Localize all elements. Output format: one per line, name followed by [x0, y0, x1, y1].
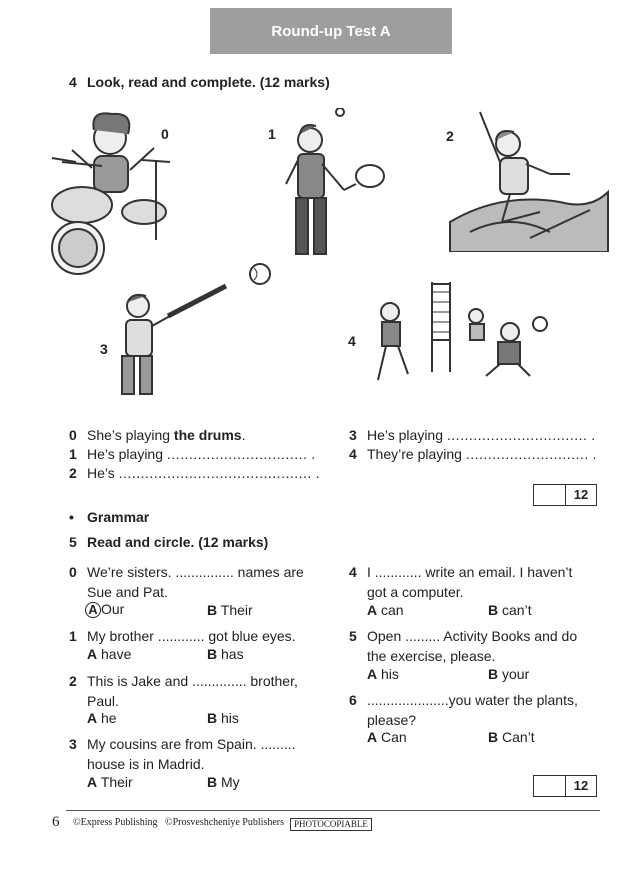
question-4: 4 I ............ write an email. I haven’t got a computer.	[349, 564, 573, 600]
page-number: 6	[52, 814, 60, 830]
question-1: 1 My brother ............ got blue eyes.	[69, 628, 296, 644]
score-max: 12	[573, 487, 589, 502]
picture-label-4: 4	[348, 333, 356, 349]
question-6-option-b[interactable]: B Can’t	[488, 729, 535, 745]
grammar-heading: • Grammar	[69, 509, 150, 525]
question-6-option-a[interactable]: A Can	[367, 729, 407, 745]
question-6: 6 .....................you water the plants, please?	[349, 692, 578, 728]
question-1-option-a[interactable]: A have	[87, 646, 132, 662]
answer-blank[interactable]: ................................	[166, 446, 308, 462]
picture-label-2: 2	[446, 128, 454, 144]
footer-divider	[66, 810, 600, 811]
question-2-option-a[interactable]: A he	[87, 710, 117, 726]
photocopiable-label: PHOTOCOPIABLE	[290, 818, 372, 831]
example-answer: the drums	[173, 427, 242, 443]
answer-blank[interactable]: ............................	[465, 446, 589, 462]
baseball-ball-icon	[248, 262, 272, 286]
section-5-heading: 5 Read and circle. (12 marks)	[69, 534, 269, 550]
question-2: 2 This is Jake and .............. brother, Paul.	[69, 673, 298, 709]
question-0-option-b[interactable]: B Their	[207, 602, 253, 618]
question-4-option-b[interactable]: B can’t	[488, 602, 532, 618]
question-4-option-a[interactable]: A can	[367, 602, 404, 618]
tennis-boy-illustration	[282, 108, 392, 270]
question-5-option-a[interactable]: A his	[367, 666, 399, 682]
section-4-score-box	[533, 484, 597, 506]
question-2-option-b[interactable]: B his	[207, 710, 239, 726]
question-5-option-b[interactable]: B your	[488, 666, 530, 682]
question-3: 3 My cousins are from Spain. ......... house is in Madrid.	[69, 736, 296, 772]
question-0: 0 We’re sisters. ............... names are Sue and Pat.	[69, 564, 304, 600]
circled-answer-a: A	[85, 602, 101, 618]
picture-label-0: 0	[161, 126, 169, 142]
publisher-credit-2: ©Prosveshcheniye Publishers	[165, 817, 284, 828]
sentence-0: 0 She’s playing the drums.	[69, 427, 246, 443]
publisher-credit-1: ©Express Publishing	[73, 817, 158, 828]
sentence-2: 2 He’s ............................................ .	[69, 465, 320, 481]
test-title: Round-up Test A	[271, 22, 391, 40]
score-entry-field[interactable]	[534, 776, 566, 796]
question-5: 5 Open ......... Activity Books and do the exercise, please.	[349, 628, 578, 664]
volleyball-players-illustration	[360, 262, 560, 392]
test-title-banner	[210, 8, 452, 54]
drums-girl-illustration	[42, 100, 182, 280]
answer-blank[interactable]: ............................................	[118, 465, 312, 481]
sentence-4: 4 They’re playing ............................ .	[349, 446, 597, 462]
water-ski-boy-illustration	[440, 102, 612, 252]
score-entry-field[interactable]	[534, 485, 566, 505]
question-3-option-a[interactable]: A Their	[87, 774, 133, 790]
section-5-score-box	[533, 775, 597, 797]
question-0-option-a[interactable]: A Our	[85, 601, 124, 618]
baseball-boy-illustration	[108, 282, 232, 398]
picture-label-3: 3	[100, 341, 108, 357]
question-3-option-b[interactable]: B My	[207, 774, 240, 790]
score-max: 12	[573, 778, 589, 793]
picture-label-1: 1	[268, 126, 276, 142]
section-4-heading: 4 Look, read and complete. (12 marks)	[69, 74, 330, 90]
sentence-1: 1 He’s playing ................................ .	[69, 446, 316, 462]
answer-blank[interactable]: ................................	[446, 427, 588, 443]
question-1-option-b[interactable]: B has	[207, 646, 244, 662]
sentence-3: 3 He’s playing ................................ .	[349, 427, 596, 443]
